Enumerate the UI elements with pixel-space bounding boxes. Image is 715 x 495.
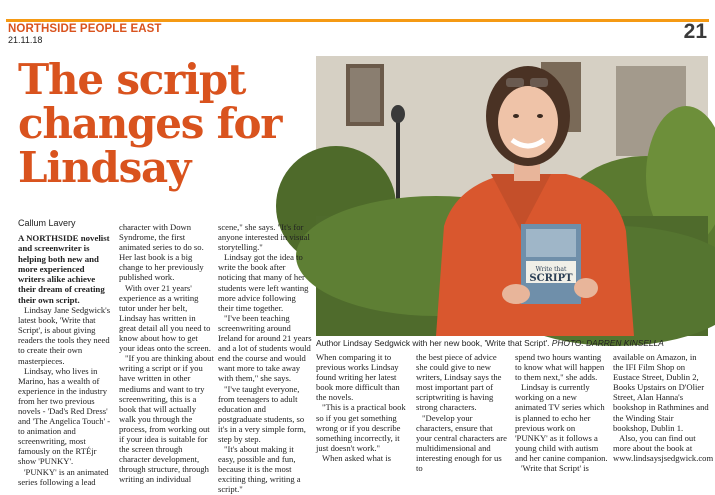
article-column-3 xyxy=(218,222,312,495)
paragraph: With over 21 years' experience as a writing tutor under her belt, Lindsay has written in great detail all you need to know about how to get your ideas onto the screen. xyxy=(119,282,211,354)
paragraph: available on Amazon, in the IFI Film Shop on Eustace Street, Dublin 2, Books Upstairs on D'Olier Street, Alan Hanna's bookshop in Rathmines and the Winding Stair bookshop, Dublin 1. xyxy=(613,352,709,433)
paragraph: When asked what is xyxy=(322,452,391,463)
photo-caption xyxy=(316,338,708,348)
article-column-7 xyxy=(613,352,714,463)
publication-name: NORTHSIDE PEOPLE EAST xyxy=(8,23,162,35)
paragraph: "This is a practical book so if you get something wrong or if you describe something incorrectly, it just doesn't work." xyxy=(316,402,406,453)
book-cover-title-line2: SCRIPT xyxy=(529,273,573,284)
paragraph: "It's about making it easy, possible and fun, because it is the most exciting thing, writing a script." xyxy=(218,444,301,495)
lede-paragraph: A NORTHSIDE novelist and screenwriter is helping both new and more experienced writers alike achieve their dream of creating their own script. xyxy=(18,233,110,305)
paragraph: Also, you can find out more about the book at www.lindsaysjsedgwick.com xyxy=(613,432,714,463)
paragraph: When comparing it to previous works Lindsay found writing her latest book more difficult than the novels. xyxy=(316,352,400,403)
page-number: 21 xyxy=(683,20,707,43)
paragraph: "If you are thinking about writing a script or if you have written in other mediums and want to try screenwriting, this is a book that will actually walk you through the process, from working out if your idea is suitable for the screen through character development, through structure, through writing an individual xyxy=(119,353,214,485)
caption-text: Author Lindsay Sedgwick with her new book, 'Write that Script'. xyxy=(316,338,550,348)
paragraph: 'PUNKY' is an animated series following a lead xyxy=(18,466,109,487)
photo-credit: PHOTO: DARREN KINSELLA xyxy=(551,338,664,348)
paragraph: character with Down Syndrome, the first animated series to do so. Her last book is a big change to her previously published work. xyxy=(119,222,204,283)
paragraph: Lindsay got the idea to write the book after noticing that many of her students were left wanting more advice following their time together. xyxy=(218,252,309,313)
paragraph: the best piece of advice she could give to new writers, Lindsay says the most important part of scriptwriting is having strong characters. xyxy=(416,352,502,413)
headline: The script changes for Lindsay xyxy=(18,55,282,192)
paragraph: "I've taught everyone, from teenagers to adult education and postgraduate students, so it's in a very simple form, step by step. xyxy=(218,383,306,444)
article-column-2 xyxy=(119,222,214,484)
byline: Callum Lavery xyxy=(18,218,76,228)
paragraph: Lindsay, who lives in Marino, has a wealth of experience in the industry from her two previous novels - 'Dad's Red Dress' and 'The Angelica Touch' - to animation and screenwriting, most famously on the RTÉjr show 'PUNKY'. xyxy=(18,365,111,467)
article-column-6 xyxy=(515,352,609,473)
article-column-1 xyxy=(18,233,113,487)
paragraph: 'Write that Script' is xyxy=(521,463,589,474)
article-column-5 xyxy=(416,352,510,473)
paragraph: Lindsay is currently working on a new animated TV series which is planned to echo her previous work on 'PUNKY' as it follows a young child with autism and her canine companion. xyxy=(515,382,608,463)
paragraph: spend two hours wanting to know what will happen to them next," she adds. xyxy=(515,352,605,383)
article-photo xyxy=(316,56,708,336)
paragraph: Lindsay Jane Sedgwick's latest book, 'Write that Script', is about giving readers the tools they need to create their own masterpieces. xyxy=(18,305,111,366)
paragraph: "I've been teaching screenwriting around Ireland for around 21 years and a lot of students would end the course and would want more to take away with them," she says. xyxy=(218,312,312,384)
article-column-4 xyxy=(316,352,410,463)
paragraph: scene," she says. "It's for anyone interested in visual storytelling." xyxy=(218,222,310,253)
issue-date: 21.11.18 xyxy=(8,35,43,45)
book-cover-title-line1: Write that xyxy=(535,266,567,273)
paragraph: "Develop your characters, ensure that your central characters are multidimensional and interesting enough for us to xyxy=(416,412,507,474)
photo-illustration xyxy=(316,56,708,336)
